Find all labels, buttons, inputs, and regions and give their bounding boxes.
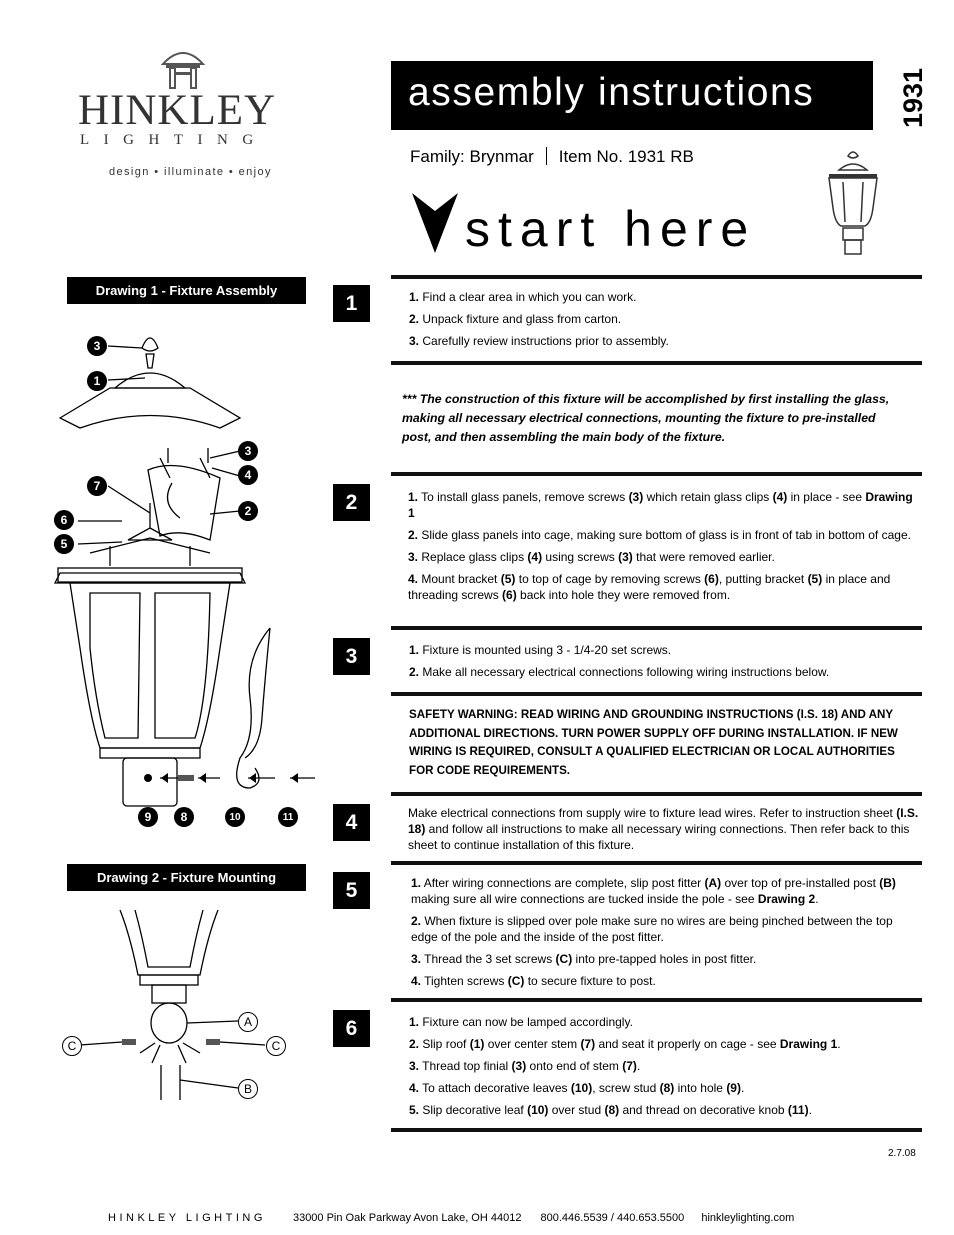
fixture-thumbnail-icon [823,148,883,256]
arrow-down-icon [412,193,458,253]
step-2-number: 2 [333,484,370,521]
divider [391,626,922,630]
divider [391,792,922,796]
callout-2: 2 [238,501,258,521]
logo [78,44,303,184]
revision-date: 2.7.08 [888,1148,916,1159]
callout-5: 5 [54,534,74,554]
callout-1: 1 [87,371,107,391]
divider [391,861,922,865]
divider [391,1128,922,1132]
vertical-item-number: 1931 [898,67,928,128]
callout-a: A [238,1012,258,1032]
start-here-heading: start here [465,201,757,257]
footer-address: 33000 Pin Oak Parkway Avon Lake, OH 44012 [292,1212,522,1224]
callout-3b: 3 [238,441,258,461]
callout-4: 4 [238,465,258,485]
drawing-2-label: Drawing 2 - Fixture Mounting [67,864,306,891]
footer-website[interactable]: hinkleylighting.com [701,1212,795,1224]
family-line [410,147,694,167]
footer [108,1212,868,1224]
step-1-text: 1. Find a clear area in which you can work. 2. Unpack fixture and glass from carton. 3. Carefully review instructions prior to assembly. [409,290,669,348]
logo-tagline: design • illuminate • enjoy [109,166,272,178]
callout-8: 8 [174,807,194,827]
callout-c-right: C [266,1036,286,1056]
callout-10: 10 [225,807,245,827]
divider [546,147,547,165]
step-3-number: 3 [333,638,370,675]
step-4-text: Make electrical connections from supply wire to fixture lead wires. Refer to instruction sheet (I.S. 18) and follow all instructions to make all necessary wiring connections. Then refer back to this sheet to continue installation of this fixture. [408,806,919,852]
logo-subtitle: LIGHTING [80,132,268,148]
title-banner: assembly instructions [391,61,873,130]
footer-phone: 800.446.5539 / 440.653.5500 [540,1212,685,1224]
step-1-number: 1 [333,285,370,322]
divider [391,998,922,1002]
fixture-mounting-drawing [60,905,300,1105]
step-2-text: 1. To install glass panels, remove screws (3) which retain glass clips (4) in place - see Drawing 1 2. Slide glass panels into cage, making sure bottom of glass is in front of tab in bottom of cage. 3. Replace glass clips (4) using screws (3) that were removed earlier. 4. Mount bracket (5) to top of cage by removing screws (6), putting bracket (5) in place and threading screws (6) back into hole they were removed from. [408,490,913,602]
construction-note: *** The construction of this fixture will be accomplished by first installing the glass, making all necessary electrical connections, mounting the fixture to pre-installed post, and then assembling the main body of the fixture. [402,392,890,444]
callout-7: 7 [87,476,107,496]
footer-brand: HINKLEY LIGHTING [108,1212,266,1224]
callout-c-left: C [62,1036,82,1056]
divider [391,275,922,279]
step-5-number: 5 [333,872,370,909]
callout-6: 6 [54,510,74,530]
callout-9: 9 [138,807,158,827]
step-3-text: 1. Fixture is mounted using 3 - 1/4-20 set screws. 2. Make all necessary electrical connections following wiring instructions below. [409,643,830,679]
logo-name: HINKLEY [78,87,277,134]
logo-emblem-icon [158,44,208,90]
callout-3: 3 [87,336,107,356]
step-5-text: 1. After wiring connections are complete, slip post fitter (A) over top of pre-installed post (B) making sure all wire connections are tucked inside the pole - see Drawing 2. 2. When fixture is slipped over pole make sure no wires are being pinched between the top edge of the pole and the inside of the post fitter. 3. Thread the 3 set screws (C) into pre-tapped holes in post fitter. 4. Tighten screws (C) to secure fixture to post. [411,876,896,988]
step-6-text: 1. Fixture can now be lamped accordingly. 2. Slip roof (1) over center stem (7) and seat it properly on cage - see Drawing 1. 3. Thread top finial (3) onto end of stem (7). 4. To attach decorative leaves (10), screw stud (8) into hole (9). 5. Slip decorative leaf (10) over stud (8) and thread on decorative knob (11). [409,1015,841,1117]
divider [391,692,922,696]
fixture-assembly-drawing [50,318,340,838]
step-4-number: 4 [333,804,370,841]
callout-11: 11 [278,807,298,827]
step-6-number: 6 [333,1010,370,1047]
item-number: Item No. 1931 RB [558,147,694,166]
safety-warning: SAFETY WARNING: READ WIRING AND GROUNDING INSTRUCTIONS (I.S. 18) AND ANY ADDITIONAL DIRECTIONS. TURN POWER SUPPLY OFF DURING INSTALLATION. IF NEW WIRING IS REQUIRED, CONSULT A QUALIFIED ELECTRICIAN OR LOCAL AUTHORITIES FOR CODE REQUIREMENTS. [409,708,898,777]
divider [391,472,922,476]
family-name: Family: Brynmar [410,147,534,166]
divider [391,361,922,365]
drawing-1-label: Drawing 1 - Fixture Assembly [67,277,306,304]
callout-b: B [238,1079,258,1099]
